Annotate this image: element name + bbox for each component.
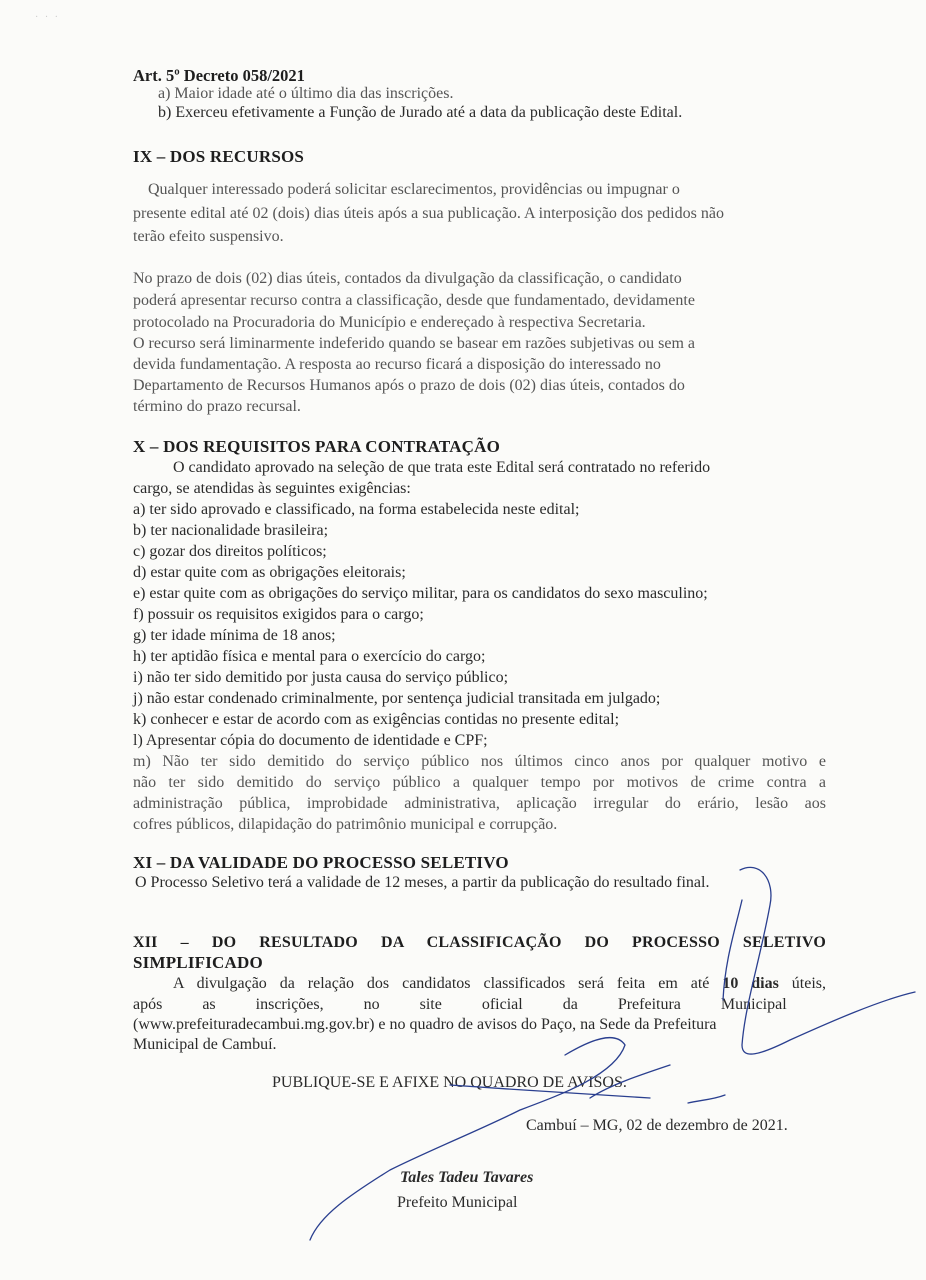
art5-title: Art. 5º Decreto 058/2021 [133, 66, 305, 85]
sec9-p2-line6: Departamento de Recursos Humanos após o prazo de dois (02) dias úteis, contados do [133, 377, 685, 394]
sec9-p1-line1: Qualquer interessado poderá solicitar esclarecimentos, providências ou impugnar o [148, 181, 680, 198]
requirement-item: d) estar quite com as obrigações eleitorais; [133, 564, 406, 581]
section-ix-heading: IX – DOS RECURSOS [133, 147, 305, 166]
requirement-item: f) possuir os requisitos exigidos para o cargo; [133, 606, 424, 623]
requirement-item: k) conhecer e estar de acordo com as exigências contidas no presente edital; [133, 711, 620, 728]
sec12-p-line3: (www.prefeituradecambui.mg.gov.br) e no quadro de avisos do Paço, na Sede da Prefeitura [133, 1016, 717, 1033]
art5-item-b: b) Exerceu efetivamente a Função de Jurado até a data da publicação deste Edital. [158, 104, 683, 121]
requirement-m-line3: administração pública, improbidade administrativa, aplicação irregular do erário, lesão aos [133, 795, 826, 812]
requirement-item: b) ter nacionalidade brasileira; [133, 522, 329, 539]
requirement-item: e) estar quite com as obrigações do serviço militar, para os candidatos do sexo masculino; [133, 585, 708, 602]
requirement-item: h) ter aptidão física e mental para o exercício do cargo; [133, 648, 486, 665]
scan-artifact: · · · [35, 12, 60, 23]
sec9-p2-line7: término do prazo recursal. [133, 398, 301, 415]
sec10-intro-line1: O candidato aprovado na seleção de que trata este Edital será contratado no referido [173, 459, 711, 476]
requirement-item: c) gozar dos direitos políticos; [133, 543, 327, 560]
requirement-m-line1: m) Não ter sido demitido do serviço público nos últimos cinco anos por qualquer motivo e [133, 753, 826, 770]
art5-item-a: a) Maior idade até o último dia das inscrições. [158, 85, 454, 102]
signer-role: Prefeito Municipal [397, 1194, 518, 1211]
section-xii-heading: XII – DO RESULTADO DA CLASSIFICAÇÃO DO PROCESSO SELETIVO [133, 934, 826, 951]
sec10-intro-line2: cargo, se atendidas às seguintes exigências: [133, 480, 411, 497]
place-date: Cambuí – MG, 02 de dezembro de 2021. [526, 1117, 788, 1134]
sec9-p2-line5: devida fundamentação. A resposta ao recurso ficará a disposição do interessado no [133, 356, 661, 373]
requirement-item: l) Apresentar cópia do documento de identidade e CPF; [133, 732, 488, 749]
section-x-heading: X – DOS REQUISITOS PARA CONTRATAÇÃO [133, 437, 501, 456]
sec9-p2-line2: poderá apresentar recurso contra a classificação, desde que fundamentado, devidamente [133, 292, 695, 309]
sec12-p-line2: após as inscrições, no site oficial da Prefeitura Municipal [133, 996, 787, 1013]
requirement-item: g) ter idade mínima de 18 anos; [133, 627, 336, 644]
section-xi-heading: XI – DA VALIDADE DO PROCESSO SELETIVO [133, 853, 509, 872]
sec12-p-line1-text: A divulgação da relação dos candidatos classificados será feita em até [173, 975, 723, 992]
ten-days-bold: 10 dias [722, 975, 779, 992]
sec12-p-line1-end: úteis, [778, 975, 827, 992]
requirement-item: i) não ter sido demitido por justa causa do serviço público; [133, 669, 509, 686]
sec9-p2-line3: protocolado na Procuradoria do Município e endereçado à respectiva Secretaria. [133, 314, 646, 331]
requirement-m-line2: não ter sido demitido do serviço público a qualquer tempo por motivos de crime contra a [133, 774, 826, 791]
sec9-p2-line1: No prazo de dois (02) dias úteis, contados da divulgação da classificação, o candidato [133, 270, 682, 287]
signer-name: Tales Tadeu Tavares [400, 1169, 534, 1186]
requirement-item: a) ter sido aprovado e classificado, na forma estabelecida neste edital; [133, 501, 580, 518]
publique-notice: PUBLIQUE-SE E AFIXE NO QUADRO DE AVISOS. [272, 1074, 627, 1091]
sec11-text: O Processo Seletivo terá a validade de 12 meses, a partir da publicação do resultado final. [135, 874, 710, 891]
sec12-p-line4: Municipal de Cambuí. [133, 1036, 277, 1053]
sec9-p1-line2: presente edital até 02 (dois) dias úteis após a sua publicação. A interposição dos pedidos não [133, 205, 724, 222]
requirement-m-line4: cofres públicos, dilapidação do patrimônio municipal e corrupção. [133, 816, 558, 833]
requirement-item: j) não estar condenado criminalmente, por sentença judicial transitada em julgado; [133, 690, 661, 707]
sec9-p2-line4: O recurso será liminarmente indeferido quando se basear em razões subjetivas ou sem a [133, 335, 696, 352]
sec12-p-line1 [173, 974, 826, 994]
section-xii-heading-line2: SIMPLIFICADO [133, 953, 263, 972]
sec9-p1-line3: terão efeito suspensivo. [133, 228, 284, 245]
